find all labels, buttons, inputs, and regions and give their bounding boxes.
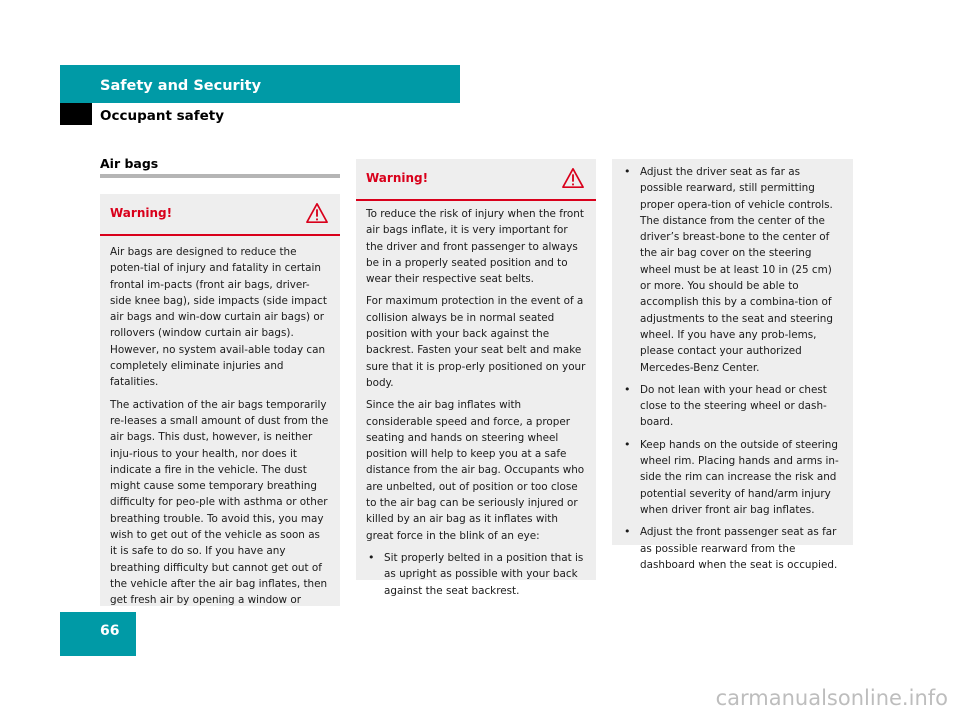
page-number: 66 xyxy=(100,623,120,639)
paragraph: Air bags are designed to reduce the poten-tial of injury and fatality in certain frontal im-pacts (front air bags, driver-side knee bag), side impacts (side impact air bags and win-dow curtain air bags) or rollovers (window curtain air bags). However, no system avail-able today can completely eliminate injuries and fatalities. xyxy=(110,246,327,389)
section-heading: Occupant safety xyxy=(100,108,225,124)
subsection-title: Air bags xyxy=(100,156,159,171)
paragraph: To reduce the risk of injury when the front air bags inflate, it is very important for the driver and front passenger to always be in a properly seated position and to wear their respective seat belts. xyxy=(366,208,584,286)
warning-panel-continued xyxy=(612,159,853,571)
warning-body xyxy=(356,201,596,599)
warning-body xyxy=(100,236,340,625)
warning-triangle-icon xyxy=(562,167,584,189)
watermark: carmanualsonline.info xyxy=(715,686,948,710)
warning-header xyxy=(356,159,596,201)
paragraph: The activation of the air bags temporarily re-leases a small amount of dust from the air bags. This dust, however, is neither inju-rious to your health, nor does it indicate a fire in the vehicle. The dust might cause some temporary breathing difficulty for peo-ple with asthma or other breathing trouble. To avoid this, you may wish to get out of the vehicle as soon as it is safe to do so. If you have any breathing difficulty but cannot get out of the vehicle after the air bag inflates, then get fresh air by opening a window or xyxy=(110,398,329,607)
warning-header xyxy=(100,194,340,236)
paragraph: For maximum protection in the event of a collision always be in normal seated position with your back against the backrest. Fasten your seat belt and make sure that it is prop-erly positioned on your body. xyxy=(366,295,586,389)
list-item: • Adjust the front passenger seat as far as possible rearward from the dashboard when the seat is occupied. xyxy=(622,524,843,573)
list-item: • Adjust the driver seat as far as possible rearward, still permitting proper opera-tion of vehicle controls. The distance from the center of the driver’s breast-bone to the center of the air bag cover on the steering wheel must be at least 10 in (25 cm) or more. You should be able to accomplish this by a combina-tion of adjustments to the seat and steering wheel. If you have any prob-lems, please contact your authorized Mercedes-Benz Center. xyxy=(622,164,843,376)
warning-label: Warning! xyxy=(366,171,429,185)
list-item: • Keep hands on the outside of steering wheel rim. Placing hands and arms in-side the rim can increase the risk and potential severity of hand/arm injury when driver front air bag inflates. xyxy=(622,437,843,518)
subsection-divider xyxy=(100,174,340,178)
warning-label: Warning! xyxy=(110,206,173,220)
page-number-box xyxy=(60,612,136,656)
list-item: • Sit properly belted in a position that is as upright as possible with your back against the seat backrest. xyxy=(366,550,586,599)
chapter-title: Safety and Security xyxy=(100,78,262,94)
warning-panel-seating xyxy=(356,159,596,597)
warning-triangle-icon xyxy=(306,202,328,224)
section-marker xyxy=(60,103,92,125)
warning-body xyxy=(612,159,853,573)
warning-panel-air-bags xyxy=(100,194,340,606)
paragraph: Since the air bag inflates with considerable speed and force, a proper seating and hands on steering wheel position will help to keep you at a safe distance from the air bag. Occupants who are unbelted, out of position or too close to the air bag can be seriously injured or killed by an air bag as it inflates with great force in the blink of an eye: xyxy=(366,399,585,542)
list-item: • Do not lean with your head or chest close to the steering wheel or dash-board. xyxy=(622,382,843,431)
